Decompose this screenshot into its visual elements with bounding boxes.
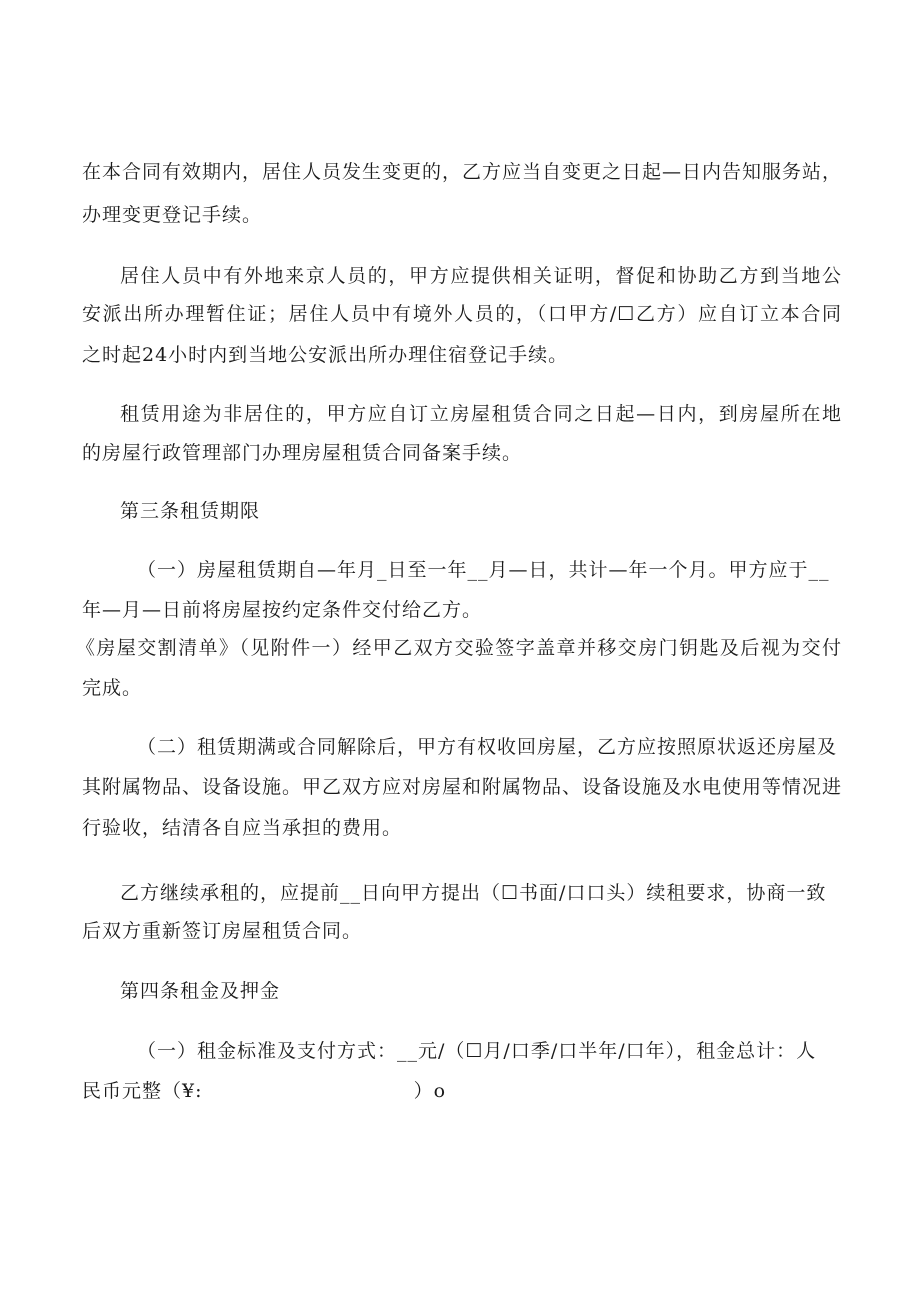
text-line: 居住人员中有外地来京人员的，甲方应提供相关证明，督促和协助乙方到当地公 — [120, 265, 842, 287]
text-line: （二）租赁期满或合同解除后，甲方有权收回房屋，乙方应按照原状返还房屋及 — [137, 736, 838, 758]
text-line: 年—月—日前将房屋按约定条件交付给乙方。 — [82, 599, 483, 621]
text-line: 完成。 — [82, 677, 143, 699]
text-line: 《房屋交割清单》（见附件一）经甲乙双方交验签字盖章并移交房门钥匙及后视为交付 — [76, 637, 842, 659]
text-line: 租赁用途为非居住的，甲方应自订立房屋租赁合同之日起—日内，到房屋所在地 — [120, 403, 842, 425]
text-line: 行验收，结清各自应当承担的费用。 — [82, 817, 403, 839]
text-line: 之时起24小时内到当地公安派出所办理住宿登记手续。 — [82, 344, 569, 366]
section-heading: 第四条租金及押金 — [120, 980, 281, 1002]
text-line: 的房屋行政管理部门办理房屋租赁合同备案手续。 — [82, 442, 523, 464]
text-line: 后双方重新签订房屋租赁合同。 — [82, 920, 363, 942]
text-line: 其附属物品、设备设施。甲乙双方应对房屋和附属物品、设备设施及水电使用等情况进 — [82, 776, 843, 798]
text-line: （一）租金标准及支付方式：__元/（☐月/口季/口半年/口年），租金总计：人 — [137, 1040, 817, 1062]
section-heading: 第三条租赁期限 — [120, 500, 261, 522]
text-line: （一）房屋租赁期自—年月_日至一年__月—日，共计—年一个月。甲方应于__ — [137, 559, 830, 581]
text-line: 办理变更登记手续。 — [82, 204, 263, 226]
text-line: 乙方继续承租的，应提前__日向甲方提出（☐书面/口口头）续租要求，协商一致 — [120, 882, 827, 904]
text-line: 在本合同有效期内，居住人员发生变更的，乙方应当自变更之日起—日内告知服务站， — [82, 161, 843, 183]
text-line: 安派出所办理暂住证；居住人员中有境外人员的，（口甲方/☐乙方）应自订立本合同 — [82, 303, 842, 325]
text-line: 民币元整（¥: ）o — [82, 1080, 447, 1102]
